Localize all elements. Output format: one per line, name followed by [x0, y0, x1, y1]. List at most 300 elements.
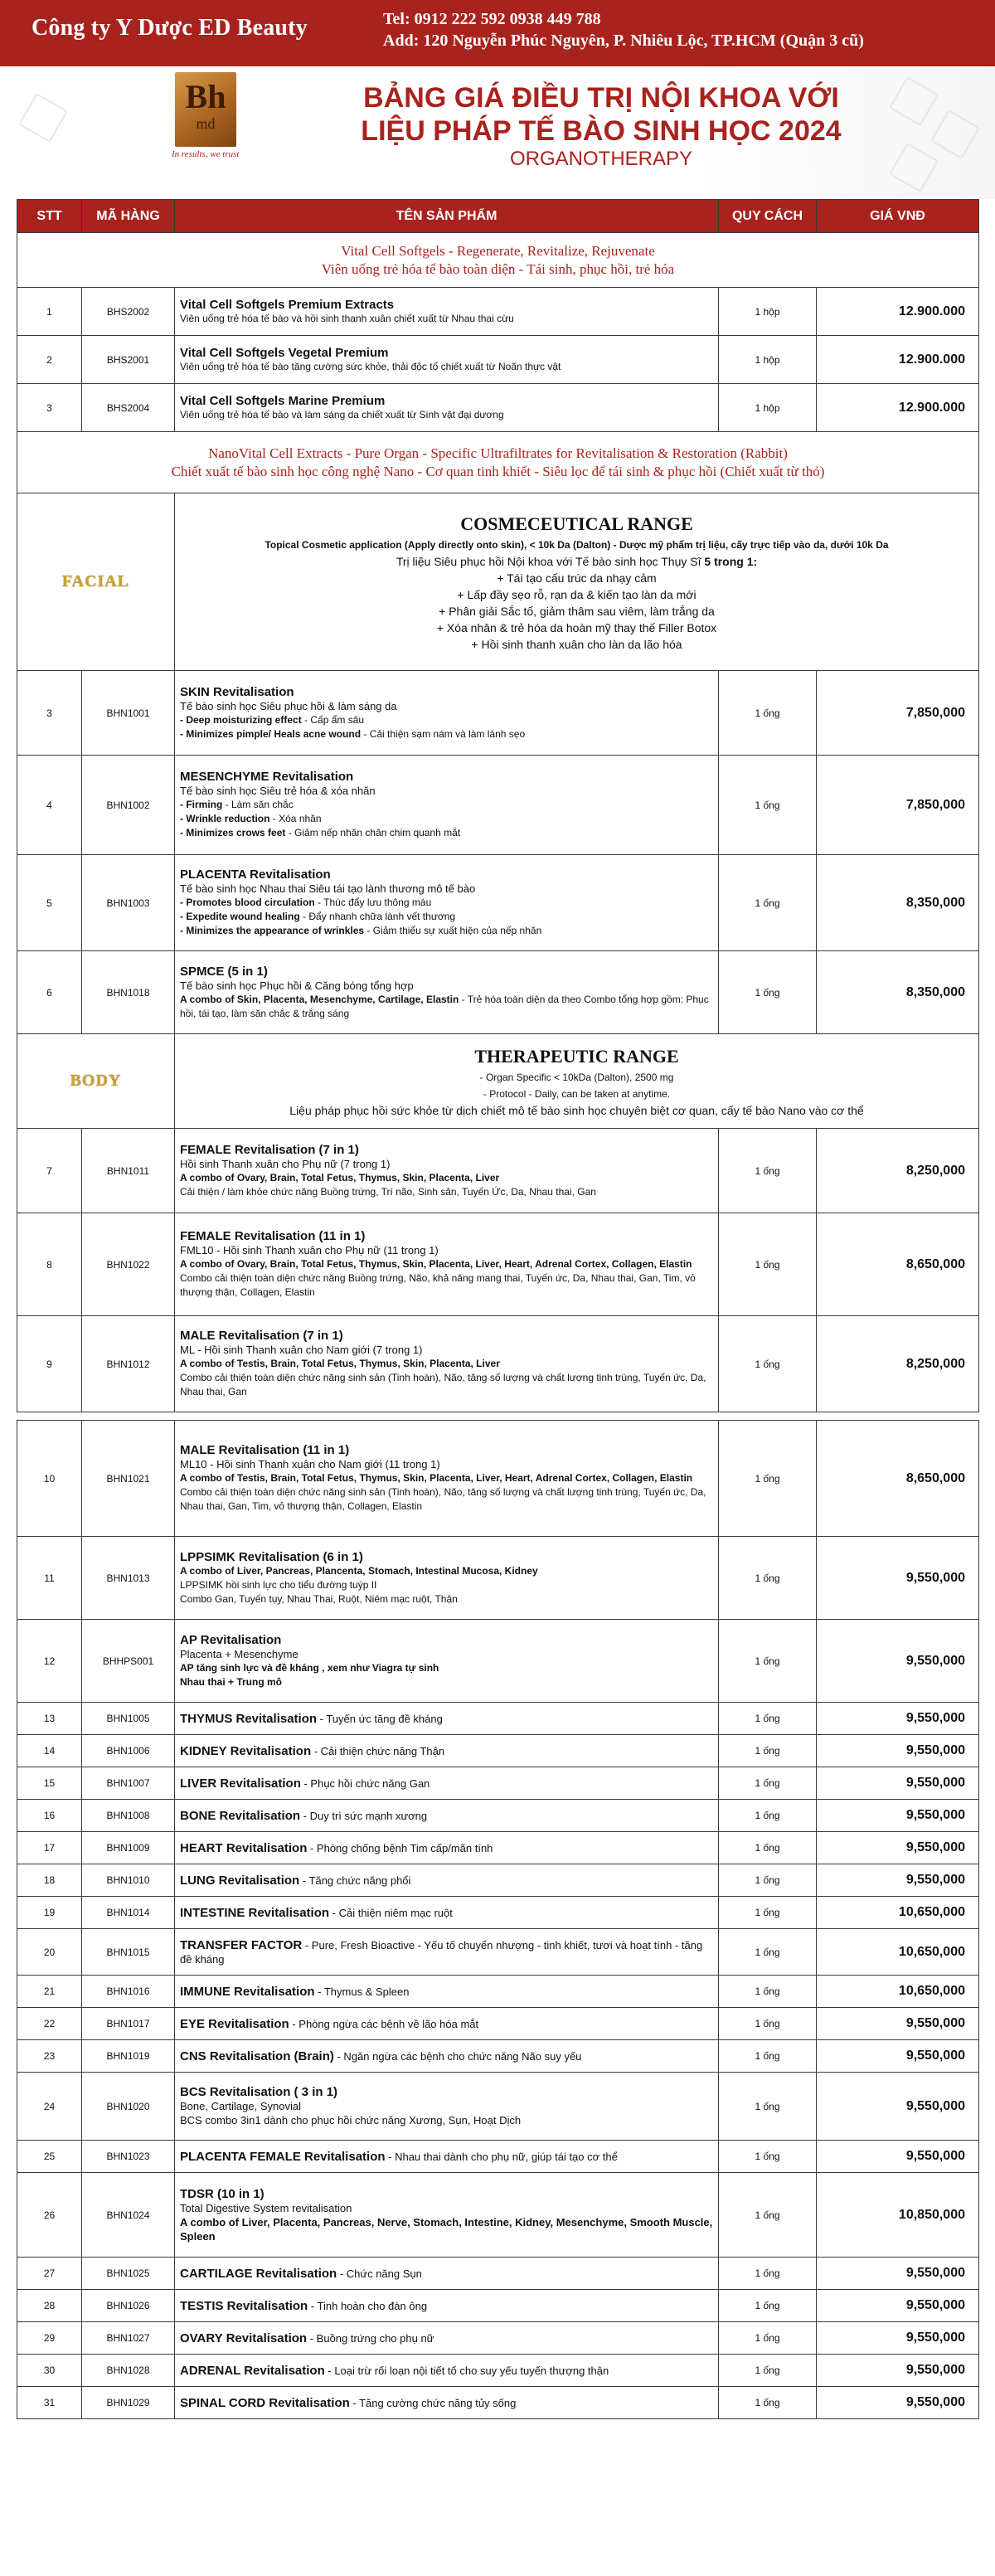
cell-stt: 21: [17, 1976, 82, 2008]
cell-product: [175, 1316, 719, 1412]
product-desc: Combo cải thiện toàn diện chức năng sinh sản (Tinh hoàn), Não, tăng số lượng và chất lượng tinh trùng, Tuyến ức, Da, Nhau thai, Gan: [180, 1372, 706, 1397]
cell-code: BHN1027: [82, 2322, 175, 2355]
cell-stt: 25: [17, 2141, 82, 2173]
product-desc: - Nhau thai dành cho phụ nữ, giúp tái tạo cơ thể: [385, 2150, 618, 2163]
product-name: PLACENTA FEMALE Revitalisation: [180, 2149, 386, 2164]
cell-stt: 13: [17, 1703, 82, 1735]
table-row: [17, 2322, 979, 2355]
product-sub: Tế bào sinh học Siêu phục hồi & làm sáng da: [180, 699, 397, 712]
product-desc: - Thymus & Spleen: [314, 1985, 410, 1998]
range-header-body: [17, 1034, 979, 1129]
benefit-vi: - Giảm thiểu sự xuất hiện của nếp nhăn: [364, 925, 542, 936]
product-name: MALE Revitalisation (7 in 1): [180, 1329, 343, 1343]
cell-price: 9,550,000: [817, 1864, 979, 1897]
range-bullet: + Hồi sinh thanh xuân cho làn da lão hóa: [471, 637, 682, 651]
cell-code: BHN1008: [82, 1800, 175, 1832]
cell-price: 9,550,000: [817, 1832, 979, 1864]
cell-price: 8,650,000: [817, 1213, 979, 1316]
cell-qty: 1 ống: [719, 671, 817, 756]
cell-product: [175, 855, 719, 951]
cell-product: [175, 2322, 719, 2355]
benefit-vi: - Đẩy nhanh chữa lành vết thương: [299, 911, 456, 922]
cell-qty: 1 ống: [719, 1767, 817, 1800]
cell-stt: 23: [17, 2040, 82, 2073]
product-sub: Total Digestive System revitalisation: [180, 2201, 352, 2214]
table-row: [17, 2008, 979, 2040]
range-bullet: + Tái tạo cấu trúc da nhạy cảm: [497, 571, 657, 585]
benefit-en: - Promotes blood circulation: [180, 897, 315, 908]
cell-product: [175, 1703, 719, 1735]
cell-stt: 24: [17, 2073, 82, 2141]
column-header-code: MÃ HÀNG: [82, 200, 175, 233]
product-desc: Viên uống trẻ hóa tế bào và hồi sinh thanh xuân chiết xuất từ Nhau thai cừu: [180, 312, 514, 324]
table-row: [17, 2173, 979, 2258]
cell-code: BHN1015: [82, 1929, 175, 1976]
cell-code: BHN1014: [82, 1897, 175, 1929]
cell-qty: 1 ống: [719, 1537, 817, 1620]
cell-qty: 1 ống: [719, 2073, 817, 2141]
cell-qty: 1 ống: [719, 2355, 817, 2387]
cell-qty: 1 ống: [719, 1421, 817, 1537]
cell-product: [175, 288, 719, 336]
cell-qty: 1 hộp: [719, 384, 817, 432]
range-label-body: BODY: [17, 1034, 175, 1129]
cell-qty: 1 ống: [719, 1620, 817, 1703]
cell-stt: 3: [17, 384, 82, 432]
product-name: OVARY Revitalisation: [180, 2331, 308, 2345]
cell-stt: 14: [17, 1735, 82, 1767]
table-row: [17, 1897, 979, 1929]
cell-price: 9,550,000: [817, 2141, 979, 2173]
cell-product: [175, 1421, 719, 1537]
cell-code: BHN1003: [82, 855, 175, 951]
top-bar: [0, 0, 995, 66]
table-row: [17, 1976, 979, 2008]
phone-line: Tel: 0912 222 592 0938 449 788: [383, 10, 601, 28]
product-desc: Combo Gan, Tuyến tụy, Nhau Thai, Ruột, Niêm mạc ruột, Thận: [180, 1592, 458, 1605]
cell-qty: 1 hộp: [719, 336, 817, 384]
range-bullet: + Lấp đầy sẹo rỗ, rạn da & kiến tạo làn da mới: [457, 587, 696, 601]
benefit-vi: - Giảm nếp nhăn chân chim quanh mắt: [285, 827, 461, 838]
table-row: [17, 756, 979, 855]
cell-stt: 3: [17, 671, 82, 756]
cell-code: BHN1012: [82, 1316, 175, 1412]
cell-qty: 1 ống: [719, 2173, 817, 2258]
cell-code: BHN1026: [82, 2290, 175, 2322]
table-row: [17, 1620, 979, 1703]
table-row: [17, 855, 979, 951]
cell-qty: 1 ống: [719, 1976, 817, 2008]
cell-code: BHN1005: [82, 1703, 175, 1735]
company-name: Công ty Y Dược ED Beauty: [32, 15, 308, 41]
cell-stt: 10: [17, 1421, 82, 1537]
cell-price: 9,550,000: [817, 1620, 979, 1703]
product-name: SPMCE (5 in 1): [180, 964, 268, 979]
product-name: SPINAL CORD Revitalisation: [180, 2395, 350, 2410]
cell-price: 9,550,000: [817, 2290, 979, 2322]
product-name: THYMUS Revitalisation: [180, 1711, 318, 1726]
cell-price: 9,550,000: [817, 2258, 979, 2290]
benefit-en: - Firming: [180, 799, 223, 810]
cell-qty: 1 ống: [719, 1213, 817, 1316]
cell-qty: 1 ống: [719, 1897, 817, 1929]
product-sub: Tế bào sinh học Phục hồi & Căng bóng tổng hợp: [180, 979, 414, 992]
product-name: LUNG Revitalisation: [180, 1873, 300, 1888]
cell-product: [175, 1976, 719, 2008]
cell-stt: 22: [17, 2008, 82, 2040]
range-line: - Protocol - Daily, can be taken at anytime.: [483, 1087, 671, 1100]
product-sub: ML - Hồi sinh Thanh xuân cho Nam giới (7 trong 1): [180, 1344, 423, 1356]
product-combo: A combo of Liver, Placenta, Pancreas, Nerve, Stomach, Intestine, Kidney, Mesenchyme, Smooth Muscle, Spleen: [180, 2215, 713, 2243]
cell-product: [175, 2258, 719, 2290]
table-row: [17, 384, 979, 432]
cell-product: [175, 756, 719, 855]
product-desc: Viên uống trẻ hóa tế bào và làm sáng da chiết xuất từ Sinh vật đại dương: [180, 408, 504, 420]
cell-qty: 1 ống: [719, 1703, 817, 1735]
product-name: IMMUNE Revitalisation: [180, 1984, 315, 1999]
range-text-bold: 5 trong 1:: [704, 554, 758, 568]
cell-product: [175, 1800, 719, 1832]
cell-code: BHN1024: [82, 2173, 175, 2258]
table-row: [17, 2141, 979, 2173]
benefit-en: - Minimizes crows feet: [180, 827, 286, 838]
cell-qty: 1 ống: [719, 2141, 817, 2173]
table-row: [17, 1421, 979, 1537]
product-combo: A combo of Testis, Brain, Total Fetus, Thymus, Skin, Placenta, Liver, Heart, Adrenal Cortex, Collagen, Elastin: [180, 1472, 693, 1484]
cell-price: 8,350,000: [817, 951, 979, 1034]
cell-qty: 1 ống: [719, 1800, 817, 1832]
cell-qty: 1 ống: [719, 1929, 817, 1976]
cell-price: 10,650,000: [817, 1897, 979, 1929]
hexagon-decoration: [889, 76, 939, 126]
cell-code: BHN1025: [82, 2258, 175, 2290]
product-name: TESTIS Revitalisation: [180, 2298, 308, 2313]
cell-product: [175, 1864, 719, 1897]
range-title: THERAPEUTIC RANGE: [474, 1045, 679, 1067]
cell-price: 8,650,000: [817, 1421, 979, 1537]
cell-product: [175, 951, 719, 1034]
page-subtitle: ORGANOTHERAPY: [509, 148, 693, 170]
cell-product: [175, 336, 719, 384]
range-description: [175, 1034, 979, 1129]
cell-price: 9,550,000: [817, 2387, 979, 2419]
product-name: KIDNEY Revitalisation: [180, 1743, 312, 1758]
table-row: [17, 2040, 979, 2073]
product-desc: - Phòng chống bệnh Tim cấp/mãn tính: [307, 1841, 493, 1854]
product-desc: - Buồng trứng cho phụ nữ: [307, 2331, 434, 2345]
cell-price: 9,550,000: [817, 2355, 979, 2387]
range-label-facial: FACIAL: [17, 493, 175, 671]
cell-qty: 1 ống: [719, 2290, 817, 2322]
product-sub: Hồi sinh Thanh xuân cho Phụ nữ (7 trong 1): [180, 1157, 391, 1170]
cell-stt: 12: [17, 1620, 82, 1703]
column-header-name: TÊN SẢN PHẨM: [175, 200, 719, 233]
product-name: TDSR (10 in 1): [180, 2186, 265, 2201]
product-name: TRANSFER FACTOR: [180, 1937, 303, 1952]
hexagon-decoration: [930, 109, 980, 159]
cell-price: 8,250,000: [817, 1129, 979, 1213]
cell-price: 9,550,000: [817, 1735, 979, 1767]
cell-product: [175, 1537, 719, 1620]
table-row: [17, 1832, 979, 1864]
product-sub: ML10 - Hồi sinh Thanh xuân cho Nam giới (11 trong 1): [180, 1458, 440, 1470]
cell-code: BHN1010: [82, 1864, 175, 1897]
cell-code: BHN1022: [82, 1213, 175, 1316]
cell-product: [175, 2387, 719, 2419]
table-row: [17, 2073, 979, 2141]
address-line: Add: 120 Nguyễn Phúc Nguyên, P. Nhiêu Lộc, TP.HCM (Quận 3 cũ): [383, 32, 864, 50]
benefit-en: - Minimizes pimple/ Heals acne wound: [180, 727, 362, 740]
brand-slogan: In results, we trust: [172, 149, 240, 159]
cell-price: 12.900.000: [817, 288, 979, 336]
cell-price: 10,650,000: [817, 1976, 979, 2008]
cell-code: BHN1028: [82, 2355, 175, 2387]
cell-stt: 20: [17, 1929, 82, 1976]
column-header-qty: QUY CÁCH: [719, 200, 817, 233]
product-name: BONE Revitalisation: [180, 1808, 301, 1823]
cell-price: 9,550,000: [817, 1537, 979, 1620]
cell-stt: 16: [17, 1800, 82, 1832]
cell-code: BHN1017: [82, 2008, 175, 2040]
cell-price: 10,850,000: [817, 2173, 979, 2258]
section-title: Vital Cell Softgels - Regenerate, Revitalize, Rejuvenate: [341, 242, 655, 259]
hexagon-decoration: [18, 93, 68, 143]
range-bullet: + Phân giải Sắc tố, giảm thâm sau viêm, làm trắng da: [439, 604, 715, 618]
cell-product: [175, 2008, 719, 2040]
table-row: [17, 1537, 979, 1620]
cell-stt: 6: [17, 951, 82, 1034]
cell-code: BHN1019: [82, 2040, 175, 2073]
range-description: [175, 493, 979, 671]
price-table-wrap: [17, 199, 978, 2419]
section-title: NanoVital Cell Extracts - Pure Organ - Specific Ultrafiltrates for Revitalisation & Restoration (Rabbit): [208, 445, 788, 461]
product-desc: - Pure, Fresh Bioactive - Yếu tố chuyển nhượng - tinh khiết, tươi và hoạt tính - tăng đề kháng: [180, 1938, 703, 1966]
cell-stt: 27: [17, 2258, 82, 2290]
cell-stt: 7: [17, 1129, 82, 1213]
range-line: - Organ Specific < 10kDa (Dalton), 2500 mg: [479, 1071, 674, 1083]
product-sub: Placenta + Mesenchyme: [180, 1647, 298, 1660]
product-sub: FML10 - Hồi sinh Thanh xuân cho Phụ nữ (11 trong 1): [180, 1244, 439, 1256]
cell-stt: 4: [17, 756, 82, 855]
cell-price: 8,250,000: [817, 1316, 979, 1412]
product-desc: LPPSIMK hồi sinh lực cho tiểu đường tuýp II: [180, 1578, 377, 1591]
product-combo: AP tăng sinh lực và đề kháng , xem như Viagra tự sinh: [180, 1661, 439, 1674]
section-subtitle: Chiết xuất tế bào sinh học công nghệ Nano - Cơ quan tinh khiết - Siêu lọc để tái sinh & phục hồi (Chiết xuất từ thỏ): [171, 463, 825, 479]
benefit-en: - Minimizes the appearance of wrinkles: [180, 925, 365, 936]
product-name: EYE Revitalisation: [180, 2016, 289, 2031]
product-desc: - Tăng cường chức năng tủy sống: [349, 2396, 517, 2409]
table-row: [17, 1316, 979, 1412]
product-desc: Combo cải thiện toàn diện chức năng Buồng trứng, Não, khả năng mang thai, Tuyến ức, Da, Nhau thai, Gan, Tim, vỏ thượng thận, Collagen, Elastin: [180, 1272, 696, 1298]
product-sub: Tế bào sinh học Nhau thai Siêu tái tạo lành thương mô tế bào: [180, 882, 476, 895]
range-bullet: + Xóa nhăn & trẻ hóa da hoàn mỹ thay thế Filler Botox: [436, 620, 717, 634]
cell-product: [175, 2355, 719, 2387]
table-row: [17, 288, 979, 336]
product-desc: - Cải thiện niêm mạc ruột: [329, 1906, 453, 1919]
product-desc: - Phục hồi chức năng Gan: [300, 1776, 430, 1790]
cell-qty: 1 ống: [719, 2258, 817, 2290]
table-gap: [17, 1412, 979, 1421]
cell-product: [175, 2141, 719, 2173]
logo-md: md: [196, 115, 216, 132]
range-line: Topical Cosmetic application (Apply directly onto skin), < 10k Da (Dalton) - Dược mỹ phẩm trị liệu, cấy trực tiếp vào da, dưới 10k Da: [265, 538, 889, 551]
cell-stt: 28: [17, 2290, 82, 2322]
product-name: CARTILAGE Revitalisation: [180, 2266, 337, 2281]
cell-product: [175, 2040, 719, 2073]
product-name: BCS Revitalisation ( 3 in 1): [180, 2085, 338, 2099]
cell-code: BHN1023: [82, 2141, 175, 2173]
cell-stt: 11: [17, 1537, 82, 1620]
product-combo: Nhau thai + Trung mô: [180, 1675, 283, 1688]
cell-product: [175, 671, 719, 756]
cell-product: [175, 1832, 719, 1864]
product-desc: - Tăng chức năng phổi: [299, 1874, 411, 1887]
cell-price: 9,550,000: [817, 1800, 979, 1832]
cell-product: [175, 384, 719, 432]
cell-product: [175, 1767, 719, 1800]
cell-code: BHN1007: [82, 1767, 175, 1800]
product-name: FEMALE Revitalisation (7 in 1): [180, 1142, 359, 1157]
table-row: [17, 2387, 979, 2419]
table-row: [17, 2290, 979, 2322]
cell-stt: 9: [17, 1316, 82, 1412]
cell-product: [175, 1129, 719, 1213]
cell-price: 9,550,000: [817, 1703, 979, 1735]
range-line: [180, 553, 973, 570]
cell-qty: 1 ống: [719, 1832, 817, 1864]
product-desc: - Tinh hoàn cho đàn ông: [308, 2299, 428, 2312]
product-name: Vital Cell Softgels Premium Extracts: [180, 297, 395, 312]
table-row: [17, 951, 979, 1034]
product-name: Vital Cell Softgels Vegetal Premium: [180, 345, 389, 360]
cell-code: BHN1002: [82, 756, 175, 855]
cell-code: BHN1011: [82, 1129, 175, 1213]
contact-info: [383, 8, 864, 51]
column-header-price: GIÁ VNĐ: [817, 200, 979, 233]
cell-code: BHN1013: [82, 1537, 175, 1620]
table-row: [17, 2258, 979, 2290]
table-row: [17, 1213, 979, 1316]
cell-qty: 1 ống: [719, 2040, 817, 2073]
product-name: INTESTINE Revitalisation: [180, 1905, 330, 1920]
cell-qty: 1 ống: [719, 1316, 817, 1412]
page-title-line1: BẢNG GIÁ ĐIỀU TRỊ NỘI KHOA VỚI: [363, 82, 839, 114]
cell-price: 12.900.000: [817, 336, 979, 384]
table-row: [17, 2355, 979, 2387]
cell-qty: 1 ống: [719, 1864, 817, 1897]
table-row: [17, 1929, 979, 1976]
cell-price: 10,650,000: [817, 1929, 979, 1976]
cell-code: BHN1021: [82, 1421, 175, 1537]
cell-qty: 1 ống: [719, 1735, 817, 1767]
product-desc: - Tuyến ức tăng đề kháng: [317, 1712, 443, 1725]
cell-product: [175, 2073, 719, 2141]
product-name: LIVER Revitalisation: [180, 1776, 301, 1791]
cell-product: [175, 2290, 719, 2322]
product-sub: Bone, Cartilage, Synovial: [180, 2100, 301, 2112]
cell-product: [175, 1620, 719, 1703]
cell-price: 7,850,000: [817, 756, 979, 855]
product-desc: Viên uống trẻ hóa tế bào tăng cường sức khỏe, thải độc tố chiết xuất từ Noãn thực vật: [180, 360, 561, 372]
table-row: [17, 1767, 979, 1800]
cell-stt: 1: [17, 288, 82, 336]
cell-code: BHN1001: [82, 671, 175, 756]
section-header-nano: [17, 432, 979, 493]
product-combo: A combo of Ovary, Brain, Total Fetus, Thymus, Skin, Placenta, Liver, Heart, Adrenal Cortex, Collagen, Elastin: [180, 1258, 692, 1270]
product-name: PLACENTA Revitalisation: [180, 868, 331, 882]
product-desc: - Loại trừ rối loạn nội tiết tố cho suy yếu tuyến thượng thận: [324, 2364, 609, 2377]
column-header-stt: STT: [17, 200, 82, 233]
cell-stt: 31: [17, 2387, 82, 2419]
cell-price: 9,550,000: [817, 2008, 979, 2040]
cell-product: [175, 1735, 719, 1767]
benefit-en: - Deep moisturizing effect: [180, 713, 302, 726]
cell-stt: 2: [17, 336, 82, 384]
cell-stt: 15: [17, 1767, 82, 1800]
brand-logo: [175, 72, 236, 147]
benefit-vi: - Thúc đẩy lưu thông máu: [314, 897, 432, 908]
cell-code: BHN1029: [82, 2387, 175, 2419]
table-row: [17, 1703, 979, 1735]
range-line: Liệu pháp phục hồi sức khỏe từ dịch chiết mô tế bào sinh học chuyên biệt cơ quan, cấy tế bào Nano vào cơ thể: [289, 1103, 864, 1117]
cell-stt: 5: [17, 855, 82, 951]
cell-qty: 1 ống: [719, 756, 817, 855]
benefit-vi: - Làm săn chắc: [222, 799, 294, 810]
table-row: [17, 1735, 979, 1767]
cell-qty: 1 ống: [719, 951, 817, 1034]
cell-code: BHN1020: [82, 2073, 175, 2141]
product-combo: A combo of Ovary, Brain, Total Fetus, Thymus, Skin, Placenta, Liver: [180, 1171, 500, 1184]
benefit-vi: - Xóa nhăn: [269, 813, 322, 824]
product-desc: - Duy trì sức mạnh xương: [300, 1809, 428, 1822]
cell-qty: 1 ống: [719, 2387, 817, 2419]
range-title: COSMECEUTICAL RANGE: [460, 513, 693, 534]
product-name: AP Revitalisation: [180, 1632, 282, 1647]
product-combo: A combo of Testis, Brain, Total Fetus, Thymus, Skin, Placenta, Liver: [180, 1358, 500, 1369]
product-desc: BCS combo 3in1 dành cho phục hồi chức năng Xương, Sụn, Hoạt Dịch: [180, 2114, 522, 2126]
cell-product: [175, 1897, 719, 1929]
cell-stt: 30: [17, 2355, 82, 2387]
table-row: [17, 1800, 979, 1832]
product-name: FEMALE Revitalisation (11 in 1): [180, 1229, 366, 1243]
cell-code: BHS2002: [82, 288, 175, 336]
cell-code: BHN1006: [82, 1735, 175, 1767]
cell-price: 9,550,000: [817, 2073, 979, 2141]
product-name: SKIN Revitalisation: [180, 684, 294, 699]
cell-code: BHHPS001: [82, 1620, 175, 1703]
cell-qty: 1 ống: [719, 2008, 817, 2040]
product-name: ADRENAL Revitalisation: [180, 2363, 325, 2378]
benefit-en: A combo of Skin, Placenta, Mesenchyme, Cartilage, Elastin: [180, 993, 459, 1005]
table-row: [17, 336, 979, 384]
cell-stt: 29: [17, 2322, 82, 2355]
benefit-en: - Expedite wound healing: [180, 911, 300, 922]
cell-qty: 1 ống: [719, 1129, 817, 1213]
cell-product: [175, 1213, 719, 1316]
product-desc: - Ngăn ngừa các bệnh cho chức năng Não suy yếu: [333, 2049, 582, 2063]
product-name: LPPSIMK Revitalisation (6 in 1): [180, 1549, 363, 1564]
product-desc: - Phòng ngừa các bệnh về lão hóa mắt: [289, 2017, 479, 2030]
price-table: [17, 199, 979, 2419]
cell-code: BHN1016: [82, 1976, 175, 2008]
cell-code: BHS2004: [82, 384, 175, 432]
cell-stt: 8: [17, 1213, 82, 1316]
product-name: MESENCHYME Revitalisation: [180, 770, 354, 784]
benefit-vi: - Trẻ hóa toàn diện da theo Combo tổng hợp gồm: Phục hồi, tái tạo, làm săn chắc & trắng sáng: [180, 993, 709, 1019]
cell-product: [175, 1929, 719, 1976]
product-name: MALE Revitalisation (11 in 1): [180, 1443, 350, 1457]
page-title-line2: LIỆU PHÁP TẾ BÀO SINH HỌC 2024: [361, 115, 842, 147]
